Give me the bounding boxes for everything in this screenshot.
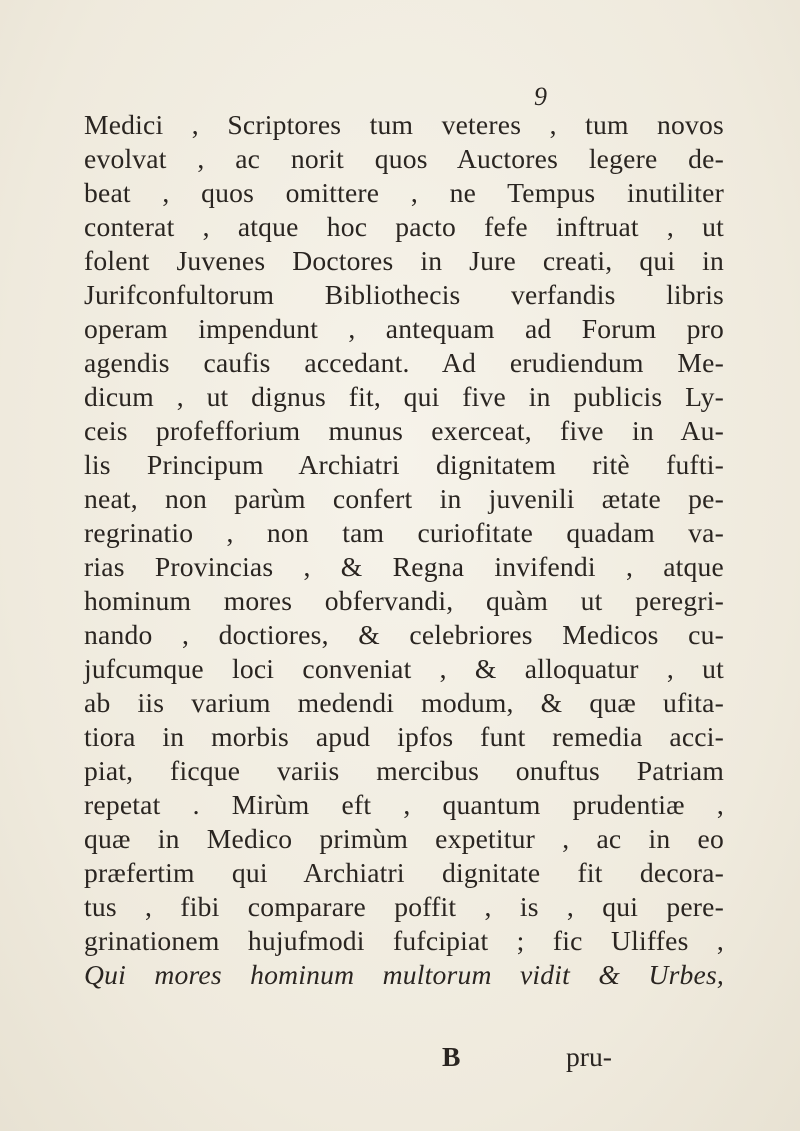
text-line: neat, non parùm confert in juvenili ætate pe- [84, 483, 724, 514]
text-line: ceis profefforium munus exerceat, five in Au- [84, 415, 724, 446]
text-line: Qui mores hominum multorum vidit & Urbes, [84, 959, 724, 990]
text-line: piat, ficque variis mercibus onuftus Patriam [84, 755, 724, 786]
text-line: folent Juvenes Doctores in Jure creati, qui in [84, 245, 724, 276]
text-line: hominum mores obfervandi, quàm ut peregri- [84, 585, 724, 616]
text-line: dicum , ut dignus fit, qui five in publicis Ly- [84, 381, 724, 412]
text-line: lis Principum Archiatri dignitatem ritè fufti- [84, 449, 724, 480]
text-line: operam impendunt , antequam ad Forum pro [84, 313, 724, 344]
text-line: præfertim qui Archiatri dignitate fit decora- [84, 857, 724, 888]
text-line: quæ in Medico primùm expetitur , ac in eo [84, 823, 724, 854]
text-line: regrinatio , non tam curiofitate quadam va- [84, 517, 724, 548]
body-text [84, 108, 724, 992]
text-line: agendis caufis accedant. Ad erudiendum Me- [84, 347, 724, 378]
signature-mark: B [442, 1041, 461, 1072]
text-line: beat , quos omittere , ne Tempus inutiliter [84, 177, 724, 208]
text-line: Jurifconfultorum Bibliothecis verfandis libris [84, 279, 724, 310]
text-line: nando , doctiores, & celebriores Medicos cu- [84, 619, 724, 650]
text-line: jufcumque loci conveniat , & alloquatur , ut [84, 653, 724, 684]
catchword: pru- [566, 1041, 612, 1072]
text-line: repetat . Mirùm eft , quantum prudentiæ , [84, 789, 724, 820]
text-line: tus , fibi comparare poffit , is , qui pere- [84, 891, 724, 922]
text-line: conterat , atque hoc pacto fefe inftruat , ut [84, 211, 724, 242]
page-footer [0, 1040, 800, 1074]
text-line: rias Provincias , & Regna invifendi , atque [84, 551, 724, 582]
text-line: tiora in morbis apud ipfos funt remedia acci- [84, 721, 724, 752]
text-line: ab iis varium medendi modum, & quæ ufita- [84, 687, 724, 718]
text-line: grinationem hujufmodi fufcipiat ; fic Uliffes , [84, 925, 724, 956]
page-number: 9 [534, 82, 547, 111]
text-line: evolvat , ac norit quos Auctores legere de- [84, 143, 724, 174]
text-line: Medici , Scriptores tum veteres , tum novos [84, 109, 724, 140]
